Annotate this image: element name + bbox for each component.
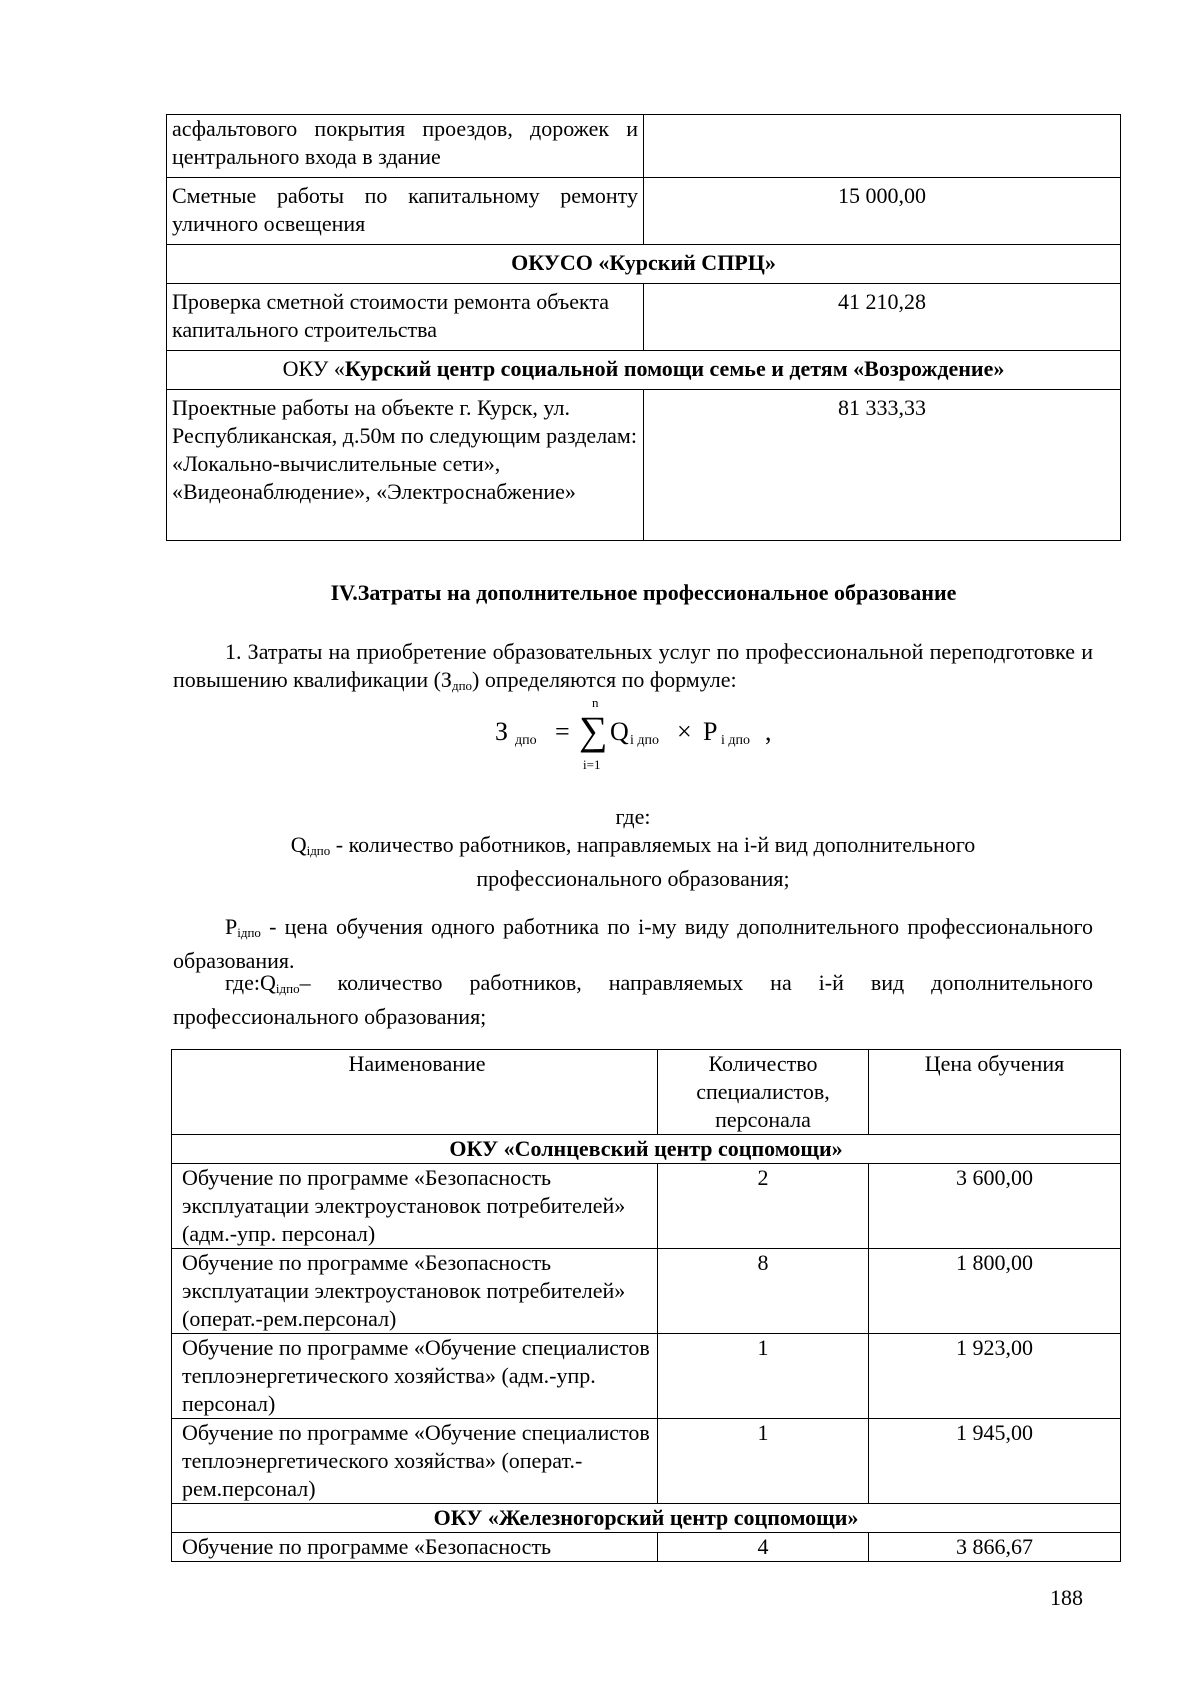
course-quantity: 8: [658, 1249, 869, 1334]
q-definition: [173, 831, 1093, 893]
course-name: Обучение по программе «Обучение специалистов теплоэнергетического хозяйства» (адм.-упр. персонал): [172, 1334, 658, 1419]
where-label: где:: [615, 804, 651, 829]
row-value: 81 333,33: [644, 390, 1121, 541]
course-price: 3 866,67: [869, 1533, 1121, 1562]
q-subscript: iдпо: [306, 843, 331, 858]
table-row: [172, 1164, 1121, 1249]
header-name: Наименование: [172, 1050, 658, 1135]
table-row: [172, 1334, 1121, 1419]
course-name: Обучение по программе «Безопасность эксплуатации электроустановок потребителей» (адм.-упр. персонал): [172, 1164, 658, 1249]
table-row: [167, 115, 1121, 178]
section-row: [172, 1504, 1121, 1533]
formula-lhs-subscript: дпо: [515, 733, 537, 748]
intro-subscript: дпо: [451, 678, 473, 693]
p-subscript: iдпо: [237, 925, 261, 940]
header-quantity: Количество специалистов, персонала: [658, 1050, 869, 1135]
cost-formula: [495, 695, 795, 775]
p-definition-text: - цена обучения одного работника по i-му виду дополнительного профессионального образования.: [173, 914, 1093, 973]
sum-lower-limit: i=1: [583, 757, 601, 772]
section-heading: IV.Затраты на дополнительное профессиональное образование: [330, 580, 957, 605]
section-title-kursk-sprc: ОКУСО «Курский СПРЦ»: [167, 245, 1121, 284]
formula-q-subscript: i дпо: [630, 733, 660, 748]
formula-lhs: З: [495, 717, 509, 746]
section-row: [167, 245, 1121, 284]
formula-comma: ,: [765, 717, 772, 746]
q2-subscript: iдпо: [275, 981, 300, 996]
table-header-row: [172, 1050, 1121, 1135]
header-price: Цена обучения: [869, 1050, 1121, 1135]
section-bold-title: Курский центр социальной помощи семье и детям «Возрождение»: [344, 356, 1005, 381]
section-row: [167, 351, 1121, 390]
row-value: 41 210,28: [644, 284, 1121, 351]
row-description: асфальтового покрытия проездов, дорожек и центрального входа в здание: [167, 115, 644, 178]
section-row: [172, 1135, 1121, 1164]
table-row: [167, 390, 1121, 541]
sum-symbol: ∑: [579, 708, 608, 753]
row-description: Проектные работы на объекте г. Курск, ул. Республиканская, д.50м по следующим разделам: «Локально-вычислительные сети», «Видеонаблюдение», «Электроснабжение»: [167, 390, 644, 541]
course-quantity: 1: [658, 1334, 869, 1419]
section-title-zheleznogorsky: ОКУ «Железногорский центр соцпомощи»: [172, 1504, 1121, 1533]
row-description: Сметные работы по капитальному ремонту уличного освещения: [167, 178, 644, 245]
q2-definition-text: – количество работников, направляемых на i-й вид дополнительного профессионального образования;: [173, 970, 1093, 1029]
course-price: 1 923,00: [869, 1334, 1121, 1419]
course-price: 1 945,00: [869, 1419, 1121, 1504]
course-quantity: 2: [658, 1164, 869, 1249]
training-cost-table: [171, 1049, 1121, 1562]
course-name: Обучение по программе «Безопасность эксплуатации электроустановок потребителей» (операт.-рем.персонал): [172, 1249, 658, 1334]
formula-p: P: [703, 717, 718, 746]
course-name: Обучение по программе «Обучение специалистов теплоэнергетического хозяйства» (операт.-рем.персонал): [172, 1419, 658, 1504]
course-price: 3 600,00: [869, 1164, 1121, 1249]
q-definition-repeat: [173, 969, 1093, 1031]
section-title-solntsevsky: ОКУ «Солнцевский центр соцпомощи»: [172, 1135, 1121, 1164]
q-symbol: Q: [290, 832, 307, 857]
sum-upper-limit: n: [592, 695, 599, 710]
table-row: [167, 284, 1121, 351]
intro-paragraph: [173, 638, 1093, 700]
formula-q: Q: [610, 717, 629, 746]
table-row: [172, 1419, 1121, 1504]
p-definition: [173, 913, 1093, 975]
formula-p-subscript: i дпо: [721, 733, 751, 748]
q2-prefix: где:Q: [225, 970, 276, 995]
formula-equals: =: [555, 717, 570, 746]
p-symbol: P: [225, 914, 238, 939]
intro-text: 1. Затраты на приобретение образовательных услуг по профессиональной переподготовке и повышению квалификации (З: [173, 639, 1093, 692]
page-number: 188: [1050, 1585, 1083, 1610]
section-title-vozrozhdenie: [167, 351, 1121, 390]
row-value: [644, 115, 1121, 178]
course-quantity: 1: [658, 1419, 869, 1504]
course-name: Обучение по программе «Безопасность: [172, 1533, 658, 1562]
q-definition-text: - количество работников, направляемых на i-й вид дополнительного профессионального образования;: [330, 832, 976, 891]
table-row: [172, 1533, 1121, 1562]
intro-text-end: ) определяются по формуле:: [472, 667, 737, 692]
section-prefix: ОКУ «: [282, 356, 345, 381]
table-row: [167, 178, 1121, 245]
row-description: Проверка сметной стоимости ремонта объекта капитального строительства: [167, 284, 644, 351]
course-quantity: 4: [658, 1533, 869, 1562]
formula-times: ×: [677, 717, 692, 746]
course-price: 1 800,00: [869, 1249, 1121, 1334]
table-row: [172, 1249, 1121, 1334]
row-value: 15 000,00: [644, 178, 1121, 245]
cost-table-continued: [166, 114, 1121, 541]
